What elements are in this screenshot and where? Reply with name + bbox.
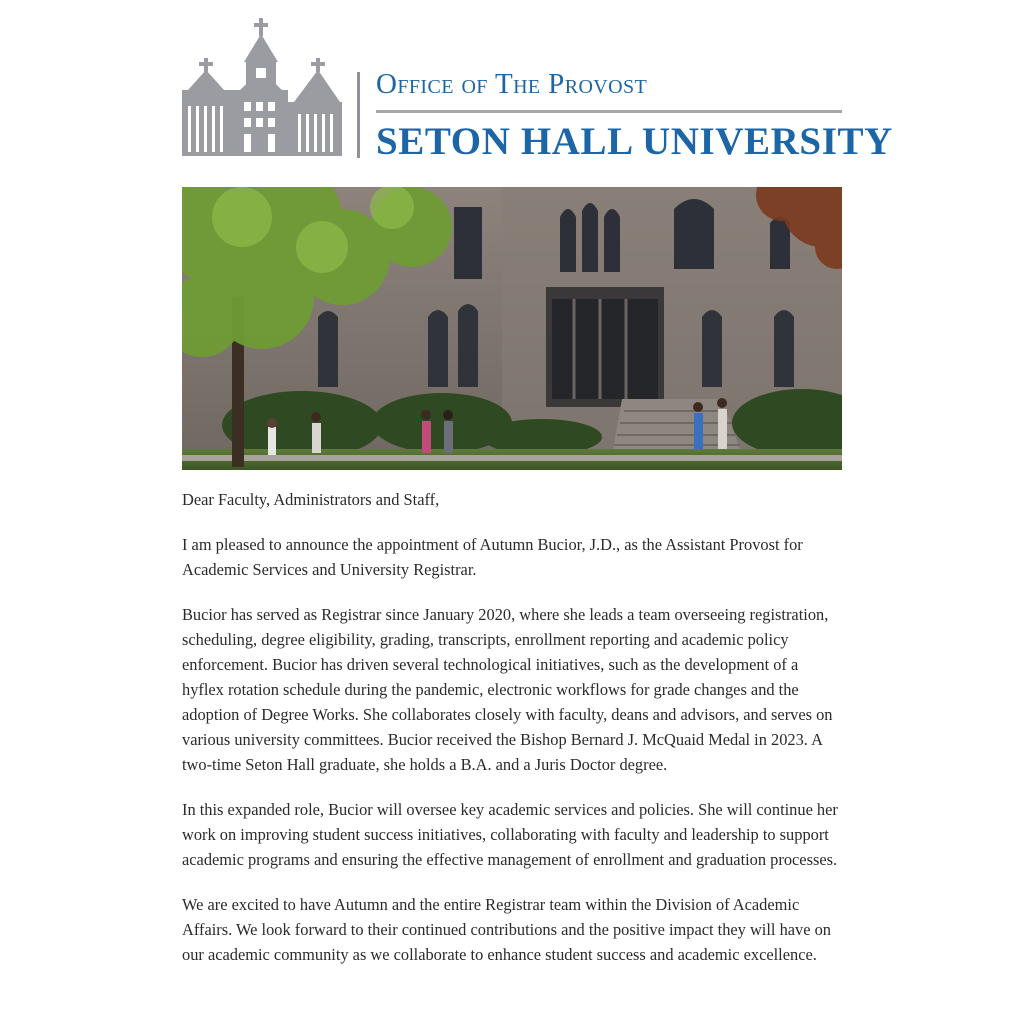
letter-paragraph: I am pleased to announce the appointment of Autumn Bucior, J.D., as the Assistant Provost for Academic Services and University Registrar. <box>182 535 803 579</box>
university-name: SETON HALL UNIVERSITY <box>376 120 893 163</box>
office-title: Office of The Provost <box>376 68 648 100</box>
letterhead-rule <box>376 110 842 113</box>
university-crest-logo <box>182 18 342 158</box>
letter-paragraph: In this expanded role, Bucior will oversee key academic services and policies. She will continue her work on improving student success initiatives, collaborating with faculty and leadership to support academic programs and ensuring the effective management of enrollment and graduation processes. <box>182 800 838 869</box>
letter-paragraph: We are excited to have Autumn and the entire Registrar team within the Division of Academic Affairs. We look forward to their continued contributions and the positive impact they will have on our academic community as we collaborate to enhance student success and academic excellence. <box>182 895 831 964</box>
letter-paragraph: Bucior has served as Registrar since January 2020, where she leads a team overseeing registration, scheduling, degree eligibility, grading, transcripts, enrollment reporting and academic policy enforcement. Bucior has driven several technological initiatives, such as the development of a hyflex rotation schedule during the pandemic, electronic workflows for grade changes and the adoption of Degree Works. She collaborates closely with faculty, deans and advisors, and serves on various university committees. Bucior received the Bishop Bernard J. McQuaid Medal in 2023. A two-time Seton Hall graduate, she holds a B.A. and a Juris Doctor degree. <box>182 605 833 774</box>
letter-body <box>182 487 842 967</box>
letterhead-vertical-divider <box>357 72 360 158</box>
announcement-page <box>182 0 893 967</box>
letter-salutation: Dear Faculty, Administrators and Staff, <box>182 490 440 509</box>
letterhead <box>182 0 893 187</box>
campus-building-photo <box>182 187 842 470</box>
